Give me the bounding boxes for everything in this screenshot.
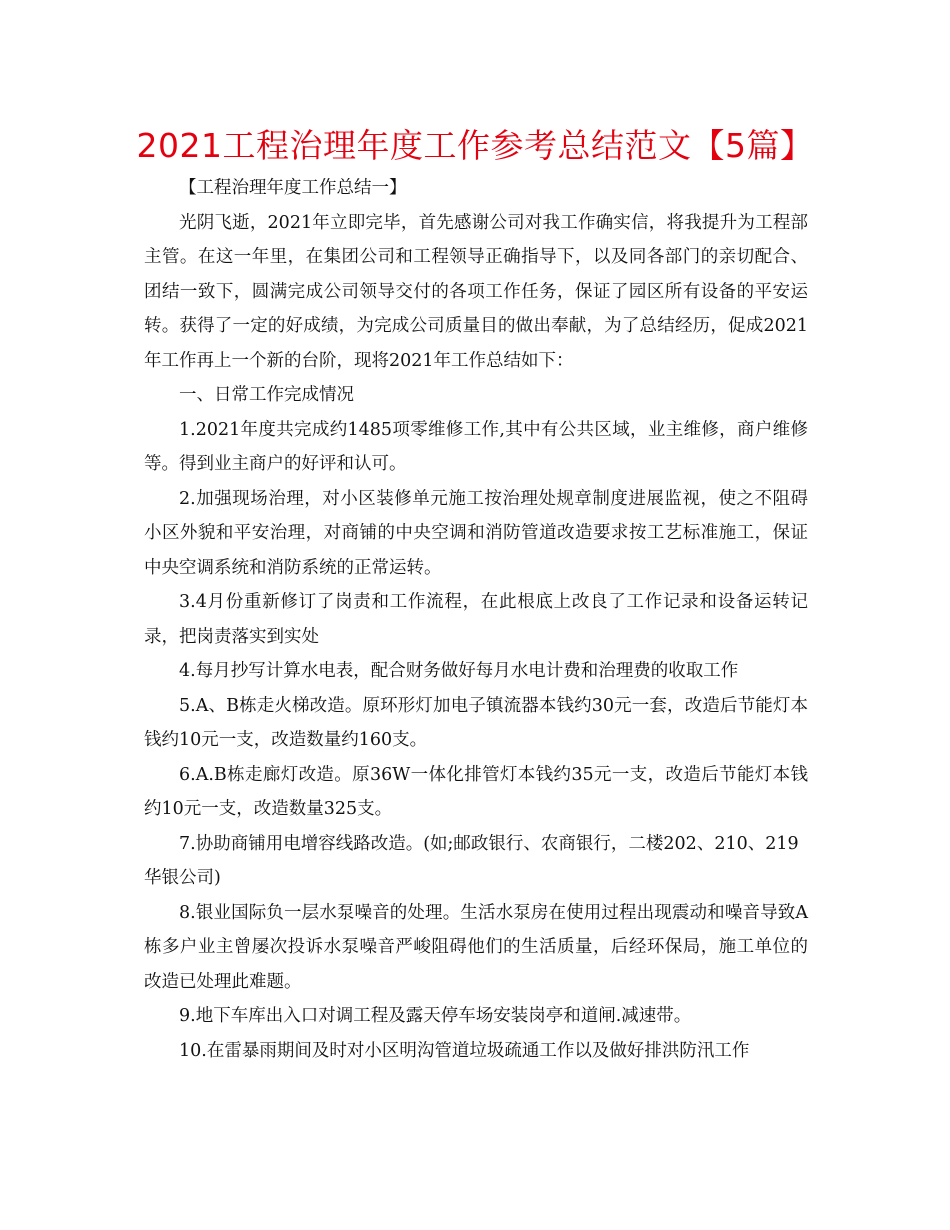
list-item: 7.协助商铺用电增容线路改造。(如;邮政银行、农商银行，二楼202、210、219华银公司) (144, 833, 799, 888)
document-body (144, 171, 808, 1068)
list-item: 2.加强现场治理，对小区装修单元施工按治理处规章制度进展监视，使之不阻碍小区外貌和平安治理，对商铺的中央空调和消防管道改造要求按工艺标准施工，保证中央空调系统和消防系统的正常运转。 (144, 488, 808, 578)
intro-paragraph: 光阴飞逝，2021年立即完毕，首先感谢公司对我工作确实信，将我提升为工程部主管。在这一年里，在集团公司和工程领导正确指导下，以及同各部门的亲切配合、团结一致下，圆满完成公司领导交付的各项工作任务，保证了园区所有设备的平安运转。获得了一定的好成绩，为完成公司质量目的做出奉献，为了总结经历，促成2021年工作再上一个新的台阶，现将2021年工作总结如下： (144, 212, 808, 371)
list-item: 4.每月抄写计算水电表，配合财务做好每月水电计费和治理费的收取工作 (179, 661, 739, 681)
subsection-heading: 一、日常工作完成情况 (179, 385, 354, 405)
section-heading: 【工程治理年度工作总结一】 (179, 178, 407, 198)
list-item: 3.4月份重新修订了岗责和工作流程，在此根底上改良了工作记录和设备运转记录，把岗责落实到实处 (144, 592, 808, 647)
list-item: 10.在雷暴雨期间及时对小区明沟管道垃圾疏通工作以及做好排洪防汛工作 (179, 1040, 750, 1061)
list-item: 1.2021年度共完成约1485项零维修工作,其中有公共区域，业主维修，商户维修等。得到业主商户的好评和认可。 (144, 419, 808, 474)
list-item: 5.A、B栋走火梯改造。原环形灯加电子镇流器本钱约30元一套，改造后节能灯本钱约10元一支，改造数量约160支。 (144, 695, 808, 750)
list-item: 9.地下车库出入口对调工程及露天停车场安装岗亭和道闸.减速带。 (179, 1006, 692, 1026)
list-item: 6.A.B栋走廊灯改造。原36W一体化排管灯本钱约35元一支，改造后节能灯本钱约10元一支，改造数量325支。 (144, 764, 808, 819)
document-title: 2021工程治理年度工作参考总结范文【5篇】 (136, 126, 814, 165)
list-item: 8.银业国际负一层水泵噪音的处理。生活水泵房在使用过程出现震动和噪音导致A栋多户业主曾屡次投诉水泵噪音严峻阻碍他们的生活质量，后经环保局，施工单位的改造已处理此难题。 (144, 902, 808, 992)
